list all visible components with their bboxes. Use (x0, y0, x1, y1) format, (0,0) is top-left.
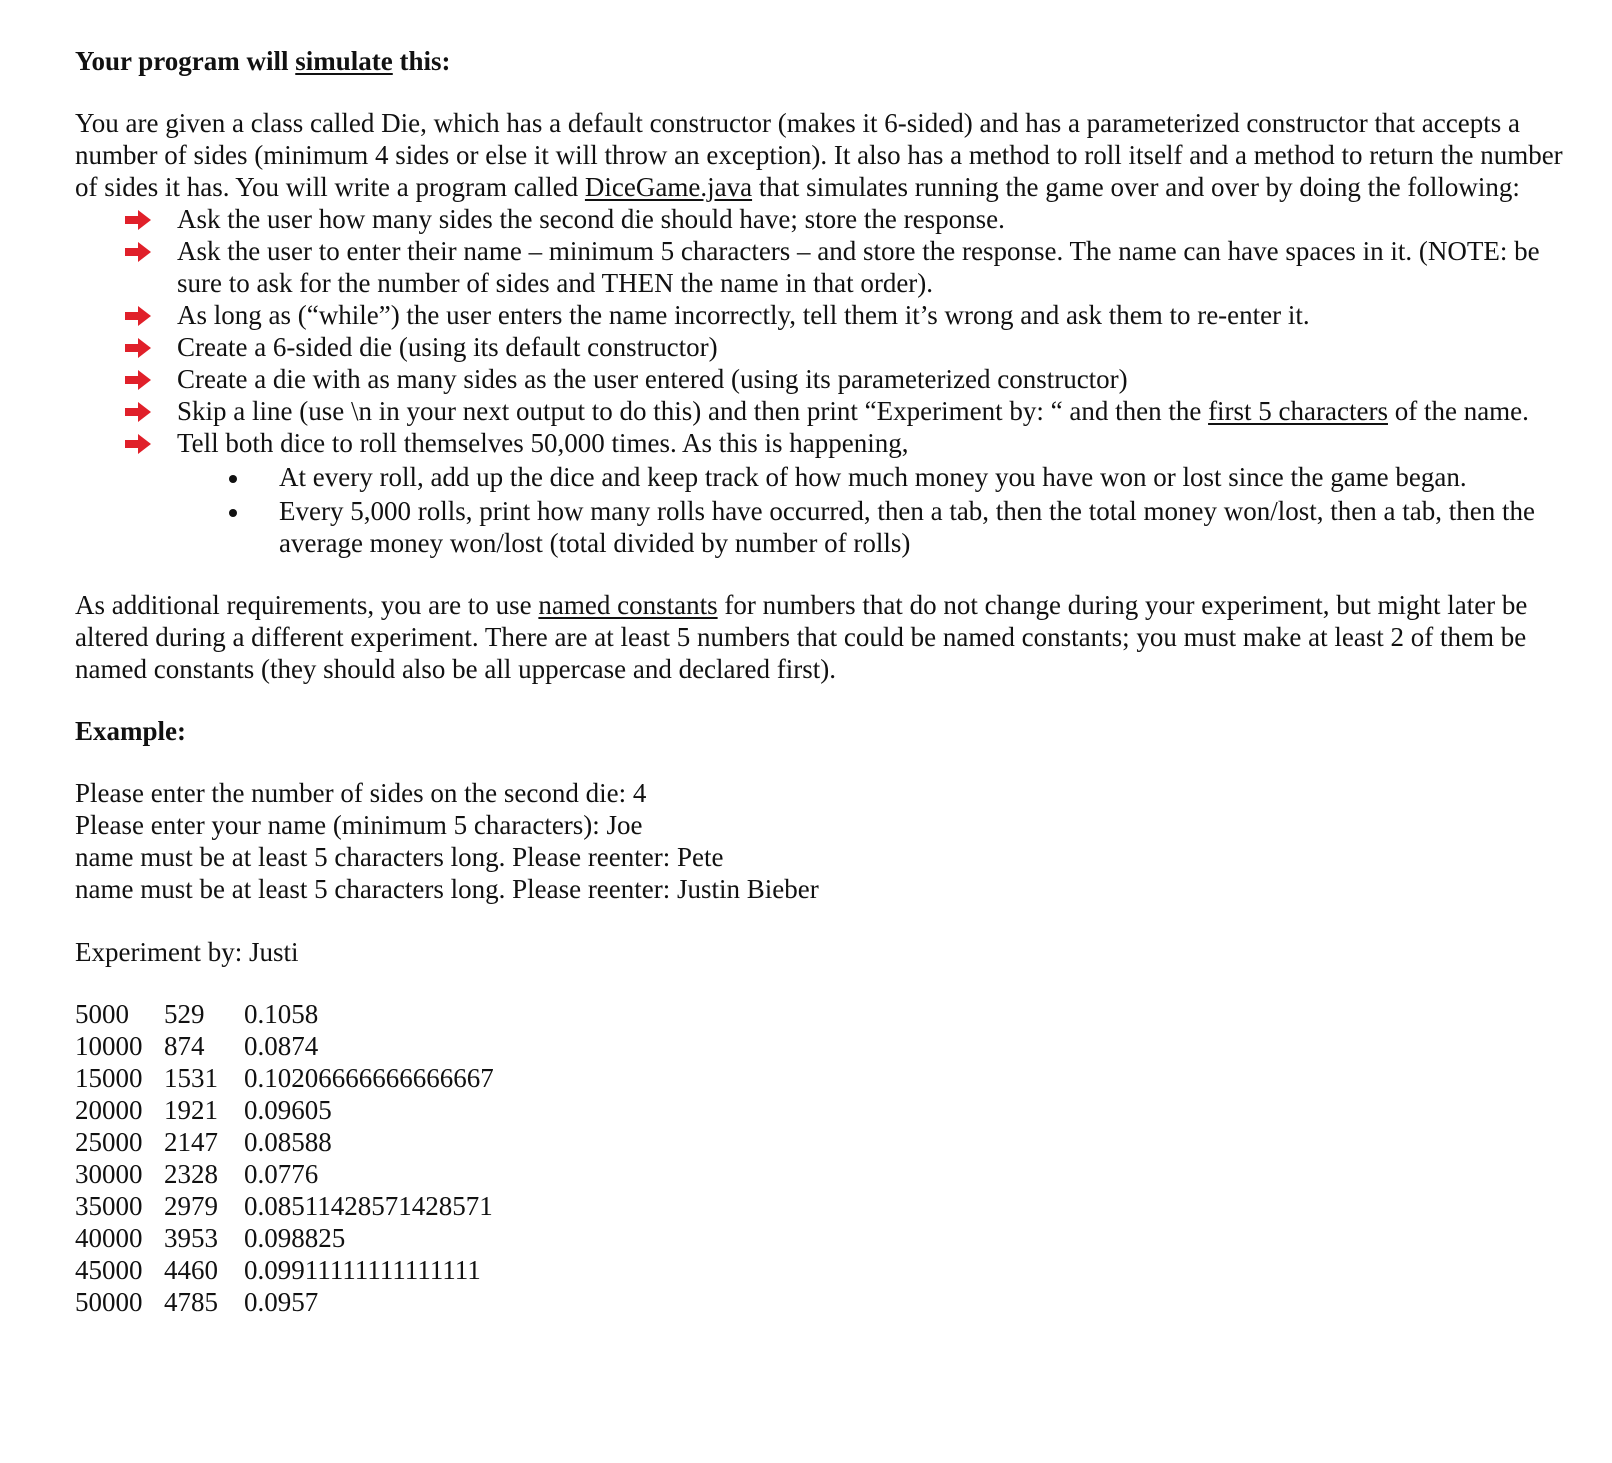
intro-text-end: that simulates running the game over and over by doing the following: (752, 172, 1520, 202)
additional-text: As additional requirements, you are to use (75, 590, 539, 620)
console-line: name must be at least 5 characters long. Please reenter: Pete (75, 842, 724, 872)
step-text: Create a 6-sided die (using its default constructor) (177, 332, 718, 362)
rolls-cell: 5000 (75, 999, 129, 1029)
red-arrow-icon (125, 402, 151, 422)
results-row (75, 1062, 494, 1094)
results-row (75, 1030, 494, 1062)
results-row (75, 998, 494, 1030)
rolls-cell: 40000 (75, 1223, 143, 1253)
rolls-cell: 30000 (75, 1159, 143, 1189)
rolls-cell: 15000 (75, 1063, 143, 1093)
step-item (75, 395, 1575, 427)
substeps-list (177, 461, 1575, 559)
average-cell: 0.08588 (244, 1127, 332, 1157)
additional-text-end: for numbers that do not change during your experiment, but might later be altered during a different experiment. There are at least 5 numbers that could be named constants; you must make at least 2 of them be named constants (they should also be all uppercase and declared first). (75, 590, 1528, 684)
average-cell: 0.0874 (244, 1031, 319, 1061)
heading-underlined: simulate (295, 46, 393, 76)
total-cell: 2979 (164, 1191, 218, 1221)
substep-text: At every roll, add up the dice and keep track of how much money you have won or lost since the game began. (279, 462, 1467, 492)
blank-line (75, 905, 1575, 936)
substep-text: Every 5,000 rolls, print how many rolls have occurred, then a tab, then the total money won/lost, then a tab, then the average money won/lost (total divided by number of rolls) (279, 496, 1535, 558)
total-cell: 529 (164, 999, 205, 1029)
total-cell: 2328 (164, 1159, 218, 1189)
steps-list (75, 203, 1575, 559)
results-row (75, 1094, 494, 1126)
step-text: As long as (“while”) the user enters the name incorrectly, tell them it’s wrong and ask them to re-enter it. (177, 300, 1310, 330)
results-row (75, 1126, 494, 1158)
total-cell: 4785 (164, 1287, 218, 1317)
red-arrow-icon (125, 370, 151, 390)
experiment-line: Experiment by: Justi (75, 937, 299, 967)
substep-item (177, 495, 1575, 559)
total-cell: 1531 (164, 1063, 218, 1093)
results-row (75, 1286, 494, 1318)
average-cell: 0.0957 (244, 1287, 319, 1317)
intro-text: You are given a class called Die, which has a default constructor (makes it 6-sided) and has a parameterized constructor that accepts a number of sides (minimum 4 sides or else it will throw an exception). It also has a method to roll itself and a method to return the number of sides it has. You will write a program called (75, 108, 1563, 202)
average-cell: 0.0776 (244, 1159, 319, 1189)
step-text: Create a die with as many sides as the user entered (using its parameterized constructor) (177, 364, 1128, 394)
dot-icon (229, 509, 237, 517)
average-cell: 0.08511428571428571 (244, 1191, 493, 1221)
average-cell: 0.1058 (244, 999, 319, 1029)
results-body (75, 998, 494, 1318)
rolls-cell: 35000 (75, 1191, 143, 1221)
console-line: Please enter the number of sides on the second die: 4 (75, 778, 647, 808)
results-row (75, 1254, 494, 1286)
example-title: Example: (75, 716, 186, 746)
step-item (75, 299, 1575, 331)
step-text: Skip a line (use \n in your next output to do this) and then print “Experiment by: “ and then the (177, 396, 1209, 426)
substep-item (177, 461, 1575, 493)
step-underlined: first 5 characters (1208, 396, 1388, 426)
red-arrow-icon (125, 434, 151, 454)
results-row (75, 1158, 494, 1190)
rolls-cell: 10000 (75, 1031, 143, 1061)
step-item (75, 427, 1575, 559)
results-row (75, 1222, 494, 1254)
program-filename: DiceGame.java (584, 172, 753, 202)
red-arrow-icon (125, 338, 151, 358)
red-arrow-icon (125, 242, 151, 262)
red-arrow-icon (125, 306, 151, 326)
step-text: Ask the user how many sides the second die should have; store the response. (177, 204, 1005, 234)
step-text-end: of the name. (1387, 396, 1529, 426)
additional-requirements (75, 589, 1575, 685)
results-row (75, 1190, 494, 1222)
dot-icon (229, 475, 237, 483)
total-cell: 1921 (164, 1095, 218, 1125)
rolls-cell: 45000 (75, 1255, 143, 1285)
total-cell: 4460 (164, 1255, 218, 1285)
rolls-cell: 25000 (75, 1127, 143, 1157)
rolls-cell: 20000 (75, 1095, 143, 1125)
document-page (75, 45, 1575, 1318)
total-cell: 874 (164, 1031, 205, 1061)
console-output (75, 777, 1575, 968)
step-text: Ask the user to enter their name – minimum 5 characters – and store the response. The name can have spaces in it. (NOTE: be sure to ask for the number of sides and THEN the name in that order). (177, 236, 1540, 298)
results-table (75, 998, 494, 1318)
average-cell: 0.09911111111111111 (244, 1255, 481, 1285)
average-cell: 0.09605 (244, 1095, 332, 1125)
step-item (75, 203, 1575, 235)
console-line: name must be at least 5 characters long. Please reenter: Justin Bieber (75, 874, 819, 904)
step-item (75, 363, 1575, 395)
total-cell: 3953 (164, 1223, 218, 1253)
intro-paragraph (75, 107, 1575, 203)
heading-text-end: this: (392, 46, 451, 76)
red-arrow-icon (125, 210, 151, 230)
step-item (75, 331, 1575, 363)
console-line: Please enter your name (minimum 5 characters): Joe (75, 810, 643, 840)
step-item (75, 235, 1575, 299)
average-cell: 0.10206666666666667 (244, 1063, 494, 1093)
total-cell: 2147 (164, 1127, 218, 1157)
average-cell: 0.098825 (244, 1223, 346, 1253)
heading-text: Your program will (75, 46, 296, 76)
additional-underlined: named constants (538, 590, 718, 620)
rolls-cell: 50000 (75, 1287, 143, 1317)
page-heading (75, 45, 1575, 77)
step-text: Tell both dice to roll themselves 50,000 times. As this is happening, (177, 428, 909, 458)
